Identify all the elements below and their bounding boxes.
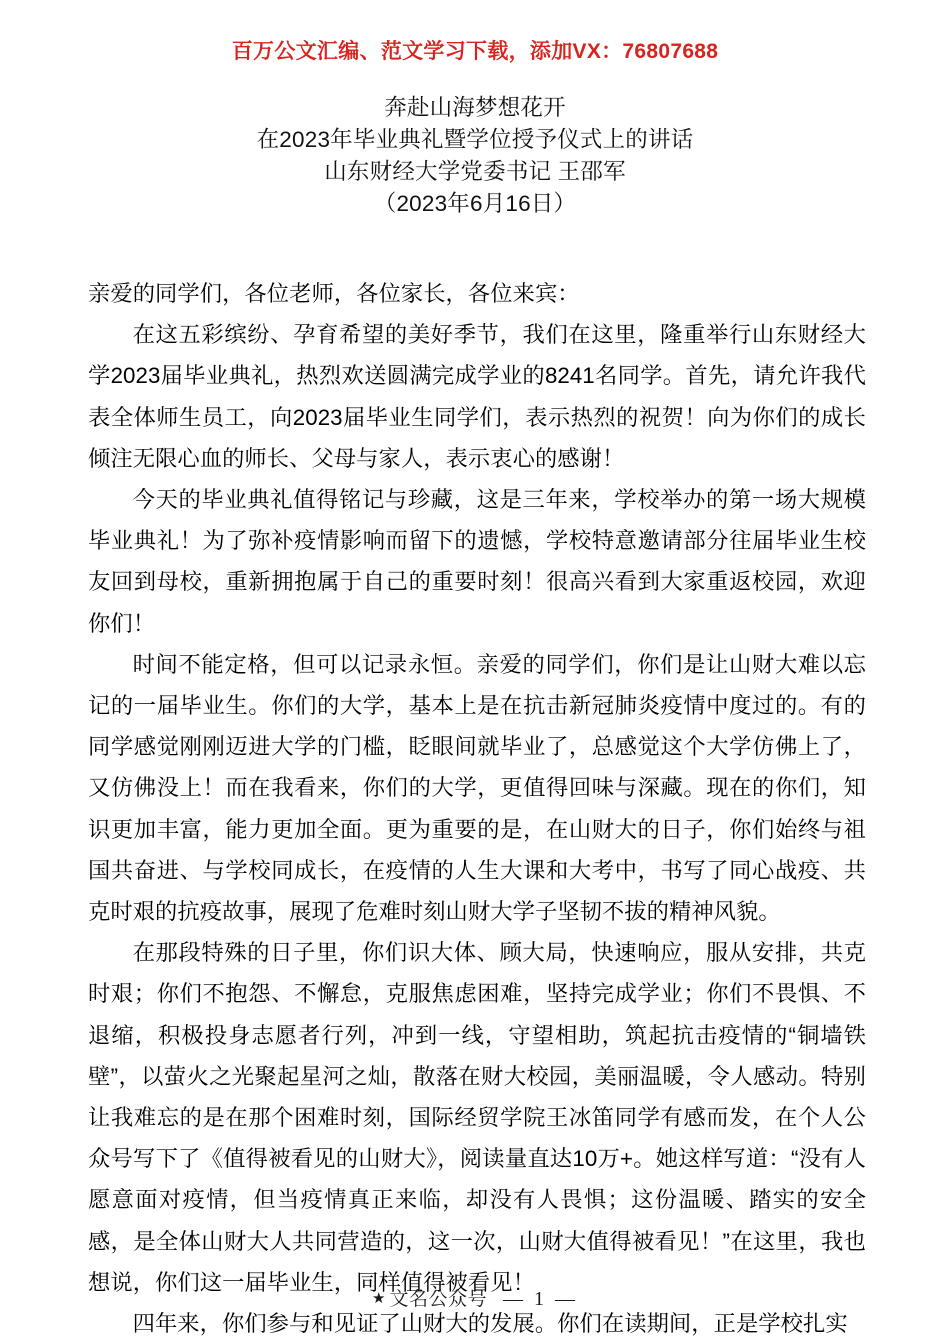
title-line-subtitle: 在2023年毕业典礼暨学位授予仪式上的讲话	[256, 127, 694, 152]
page-footer	[0, 1278, 950, 1344]
page-number: — 1 —	[502, 1288, 578, 1310]
footer-content	[0, 1284, 950, 1311]
paragraph-5: 四年来，你们参与和见证了山财大的发展。你们在读期间，正是学校扎实	[132, 1311, 848, 1337]
title-line-date: （2023年6月16日）	[373, 191, 577, 216]
footer-brand-label: 文名公众号	[389, 1289, 487, 1310]
title-line-speaker: 山东财经大学党委书记 王邵军	[324, 159, 626, 184]
title-block	[88, 92, 862, 220]
promo-header-text: 百万公文汇编、范文学习下载，添加VX：76807688	[231, 40, 719, 63]
title-line-main: 奔赴山海梦想花开	[384, 95, 566, 120]
paragraph-4: 在那段特殊的日子里，你们识大体、顾大局，快速响应，服从安排，共克时艰；你们不抱怨、不懈怠，克服焦虑困难，坚持完成学业；你们不畏惧、不退缩，积极投身志愿者行列，冲到一线，守望相助，筑起抗击疫情的“铜墙铁壁”，以萤火之光聚起星河之灿，散落在财大校园，美丽温暖，令人感动。特别让我难忘的是在那个困难时刻，国际经贸学院王冰笛同学有感而发，在个人公众号写下了《值得被看见的山财大》，阅读量直达10万+。她这样写道：“没有人愿意面对疫情，但当疫情真正来临，却没有人畏惧；这份温暖、踏实的安全感，是全体山财大人共同营造的，这一次，山财大值得被看见！”在这里，我也想说，你们这一届毕业生，同样值得被看见！	[88, 940, 866, 1295]
paragraph-salutation: 亲爱的同学们，各位老师，各位家长，各位来宾：	[88, 281, 580, 306]
paragraph-3: 时间不能定格，但可以记录永恒。亲爱的同学们，你们是让山财大难以忘记的一届毕业生。你们的大学，基本上是在抗击新冠肺炎疫情中度过的。有的同学感觉刚刚迈进大学的门槛，眨眼间就毕业了，总感觉这个大学仿佛上了，又仿佛没上！而在我看来，你们的大学，更值得回味与深藏。现在的你们，知识更加丰富，能力更加全面。更为重要的是，在山财大的日子，你们始终与祖国共奋进、与学校同成长，在疫情的人生大课和大考中，书写了同心战疫、共克时艰的抗疫故事，展现了危难时刻山财大学子坚韧不拔的精神风貌。	[88, 651, 866, 925]
document-body	[88, 273, 866, 1344]
paragraph-2: 今天的毕业典礼值得铭记与珍藏，这是三年来，学校举办的第一场大规模毕业典礼！为了弥补疫情影响而留下的遗憾，学校特意邀请部分往届毕业生校友回到母校，重新拥抱属于自己的重要时刻！很高兴看到大家重返校园，欢迎你们！	[88, 487, 866, 636]
paragraph-1: 在这五彩缤纷、孕育希望的美好季节，我们在这里，隆重举行山东财经大学2023届毕业典礼，热烈欢送圆满完成学业的8241名同学。首先，请允许我代表全体师生员工，向2023届毕业生同学们，表示热烈的祝贺！向为你们的成长倾注无限心血的师长、父母与家人，表示衷心的感谢！	[88, 322, 866, 471]
star-icon: ★	[372, 1290, 386, 1307]
